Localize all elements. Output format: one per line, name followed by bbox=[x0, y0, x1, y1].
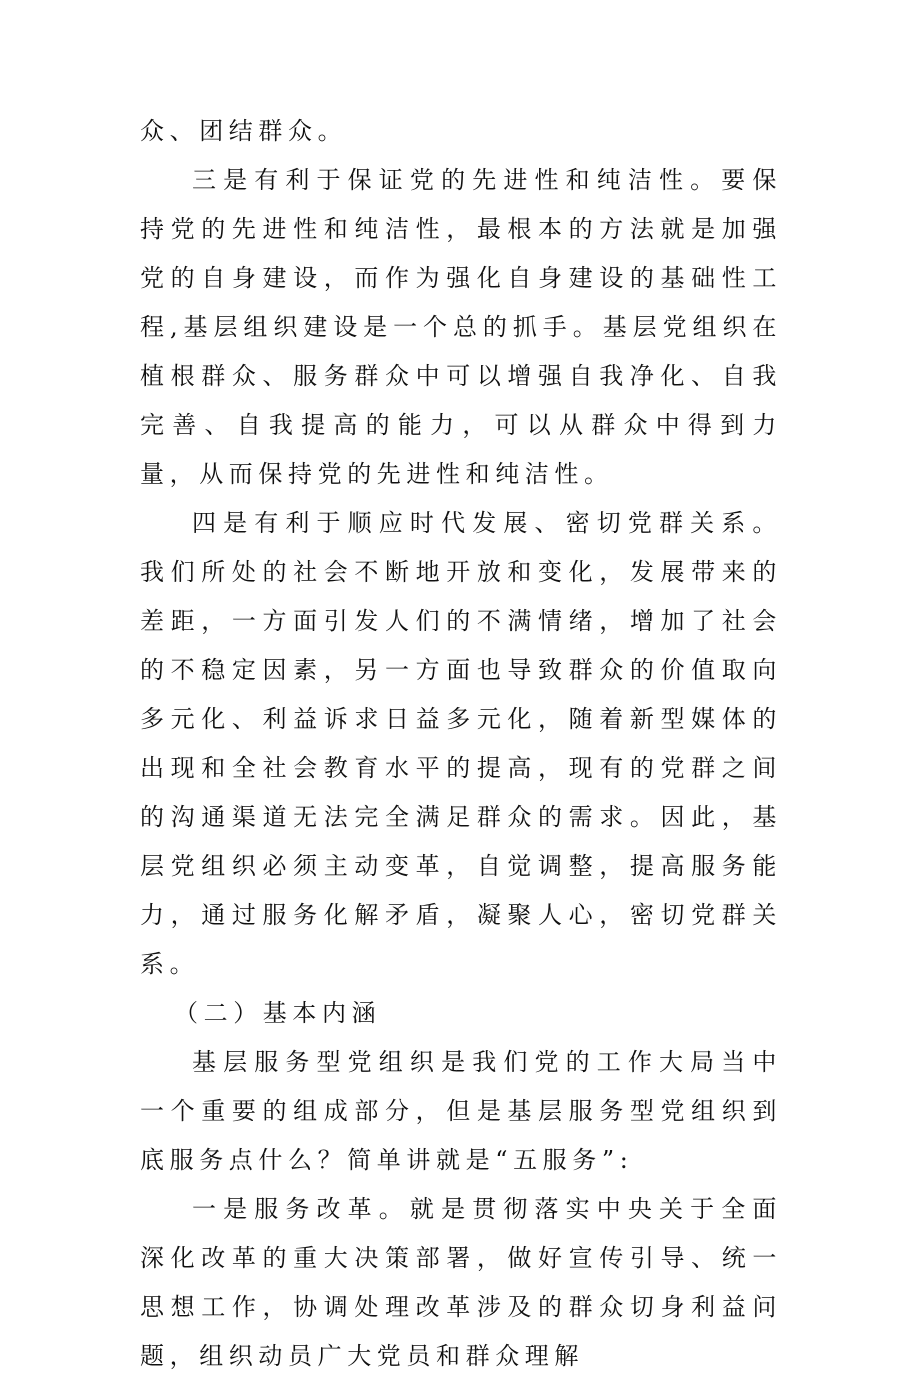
paragraph-continuation: 众、团结群众。 bbox=[140, 117, 348, 145]
section-heading-basic-connotation: （二）基本内涵 bbox=[174, 999, 382, 1027]
paragraph-advancement-purity: 三是有利于保证党的先进性和纯洁性。要保持党的先进性和纯洁性，最根本的方法就是加强党的自身建设，而作为强化自身建设的基础性工程,基层组织建设是一个总的抓手。基层党组织在植根群众、服务群众中可以增强自我净化、自我完善、自我提高的能力，可以从群众中得到力量，从而保持党的先进性和纯洁性。 bbox=[140, 166, 782, 488]
paragraph-five-services-intro: 基层服务型党组织是我们党的工作大局当中一个重要的组成部分，但是基层服务型党组织到底服务点什么？简单讲就是“五服务”: bbox=[140, 1048, 782, 1174]
paragraph-serve-reform: 一是服务改革。就是贯彻落实中央关于全面深化改革的重大决策部署，做好宣传引导、统一思想工作，协调处理改革涉及的群众切身利益问题，组织动员广大党员和群众理解 bbox=[140, 1195, 782, 1370]
paragraph-party-masses-relations: 四是有利于顺应时代发展、密切党群关系。我们所处的社会不断地开放和变化，发展带来的差距，一方面引发人们的不满情绪，增加了社会的不稳定因素，另一方面也导致群众的价值取向多元化、利益诉求日益多元化，随着新型媒体的出现和全社会教育水平的提高，现有的党群之间的沟通渠道无法完全满足群众的需求。因此，基层党组织必须主动变革，自觉调整，提高服务能力，通过服务化解矛盾，凝聚人心，密切党群关系。 bbox=[140, 509, 782, 978]
document-body bbox=[140, 107, 782, 1381]
